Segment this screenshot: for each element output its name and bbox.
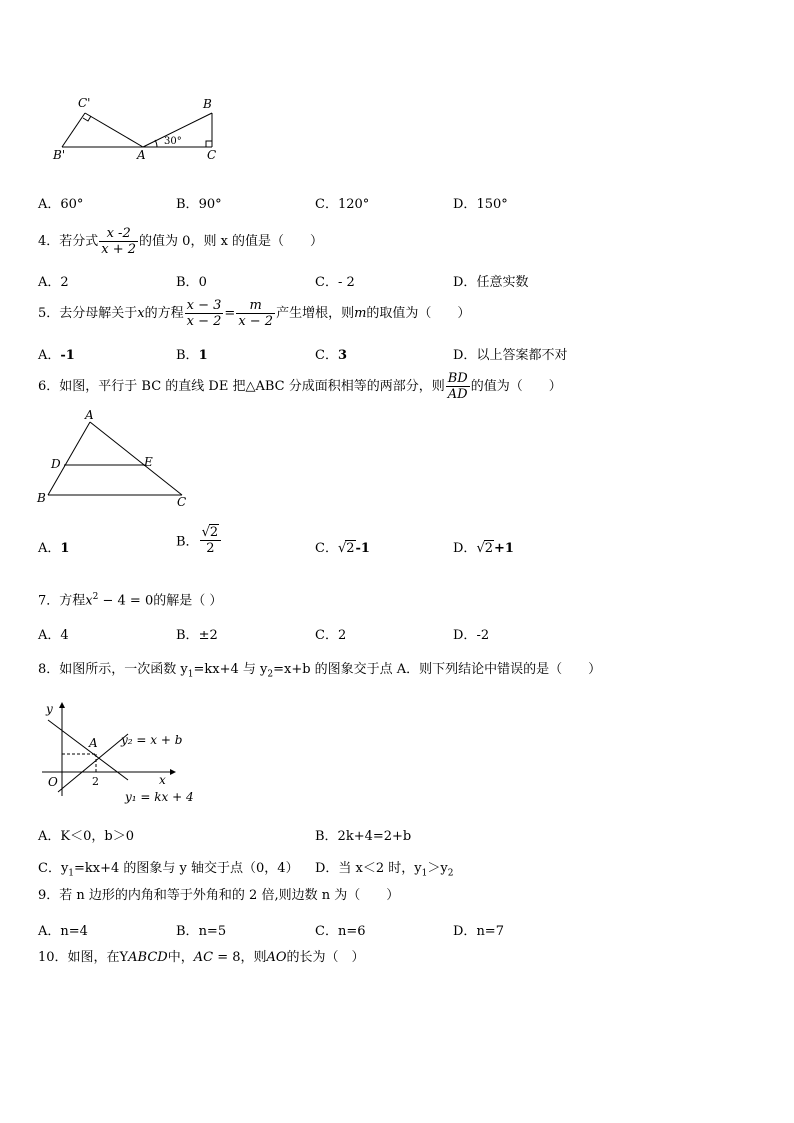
q3-label-b-prime: B' xyxy=(53,148,66,162)
q6-fraction: $\frac{BD}{AD}$ xyxy=(447,371,468,402)
q6-triangle-figure xyxy=(34,408,194,508)
q6-option-d: D．√2+1 xyxy=(453,541,514,556)
q5-option-b: B．1 xyxy=(176,348,208,363)
q3-label-b: B xyxy=(203,97,212,111)
q3-label-c: C xyxy=(207,148,217,162)
q5-stem: 5．去分母解关于x的方程 $\frac{x - 3}{x - 2}$ = $\frac{m}{x - 2}$ 产生增根，则m的取值为（ ） xyxy=(38,298,471,329)
q9-option-b: B．n=5 xyxy=(176,924,227,939)
q4-fraction: $\frac{x -2}{x + 2}$ xyxy=(101,226,137,257)
q9-option-a: A．n=4 xyxy=(38,924,88,939)
q3-angle-label: 30° xyxy=(164,136,182,147)
q8-label-two: 2 xyxy=(92,775,99,788)
q8-label-x: x xyxy=(159,773,166,787)
q8-label-o: O xyxy=(48,775,58,789)
q7-option-a: A．4 xyxy=(38,628,69,643)
q7-option-b: B．±2 xyxy=(176,628,218,643)
q3-option-a: A．60° xyxy=(38,197,84,212)
q9-stem: 9．若 n 边形的内角和等于外角和的 2 倍,则边数 n 为（ ） xyxy=(38,888,400,903)
q4-option-c: C．- 2 xyxy=(315,275,355,290)
q3-option-b: B．90° xyxy=(176,197,222,212)
q4-option-b: B．0 xyxy=(176,275,207,290)
q4-stem: 4．若分式 $\frac{x -2}{x + 2}$ 的值为 0，则 x 的值是（ ） xyxy=(38,226,324,257)
q5-option-a: A．-1 xyxy=(38,348,75,363)
q3-option-c: C．120° xyxy=(315,197,370,212)
q9-option-d: D．n=7 xyxy=(453,924,504,939)
q6-label-a: A xyxy=(85,408,94,422)
q7-stem: 7．方程$x^2 - 4 = 0$的解是（ ） xyxy=(38,592,223,609)
q8-label-y: y xyxy=(46,702,53,716)
q8-stem: 8．如图所示，一次函数 $y_1=kx+4$ 与 $y_2=x+b$ 的图象交于点 A．则下列结论中错误的是（ ） xyxy=(38,662,602,680)
q8-option-a: A．K＜0，b＞0 xyxy=(38,829,134,844)
q7-option-d: D．-2 xyxy=(453,628,490,643)
q6-option-a: A．1 xyxy=(38,541,70,556)
q5-fraction-right: $\frac{m}{x - 2}$ xyxy=(238,298,274,329)
q8-option-b: B．2k+4=2+b xyxy=(315,829,412,844)
q3-label-a: A xyxy=(137,148,146,162)
q8-label-y1: y₁ = kx + 4 xyxy=(125,790,194,804)
q8-option-c: C．$y_1=kx+4$ 的图象与 y 轴交于点（0，4） xyxy=(38,861,299,879)
q6-option-b: B． $\frac{√2}{2}$ xyxy=(176,524,222,556)
q3-figure xyxy=(50,95,230,165)
q6-stem: 6．如图，平行于 BC 的直线 DE 把△ABC 分成面积相等的两部分，则 $\frac{BD}{AD}$ 的值为（ ） xyxy=(38,371,562,402)
q9-option-c: C．n=6 xyxy=(315,924,366,939)
q3-option-d: D．150° xyxy=(453,197,508,212)
q8-label-a: A xyxy=(89,736,98,750)
q8-option-d: D．当 x＜2 时，$y_1>y_2$ xyxy=(315,861,454,879)
q4-option-d: D．任意实数 xyxy=(453,275,529,290)
q5-option-d: D．以上答案都不对 xyxy=(453,348,568,363)
q5-fraction-left: $\frac{x - 3}{x - 2}$ xyxy=(186,298,222,329)
q6-label-c: C xyxy=(177,495,187,508)
q4-option-a: A．2 xyxy=(38,275,69,290)
q8-graph-figure xyxy=(38,700,208,810)
q10-stem: 10．如图，在YABCD中，AC = 8，则AO的长为（ ） xyxy=(38,950,365,965)
q5-option-c: C．3 xyxy=(315,348,347,363)
q6-label-b: B xyxy=(37,491,46,505)
q6-label-e: E xyxy=(144,455,153,469)
q8-label-y2: y₂ = x + b xyxy=(121,733,183,747)
q6-label-d: D xyxy=(51,457,61,471)
q6-option-c: C．√2-1 xyxy=(315,541,370,556)
q3-label-c-prime: C' xyxy=(78,96,91,110)
q7-option-c: C．2 xyxy=(315,628,347,643)
